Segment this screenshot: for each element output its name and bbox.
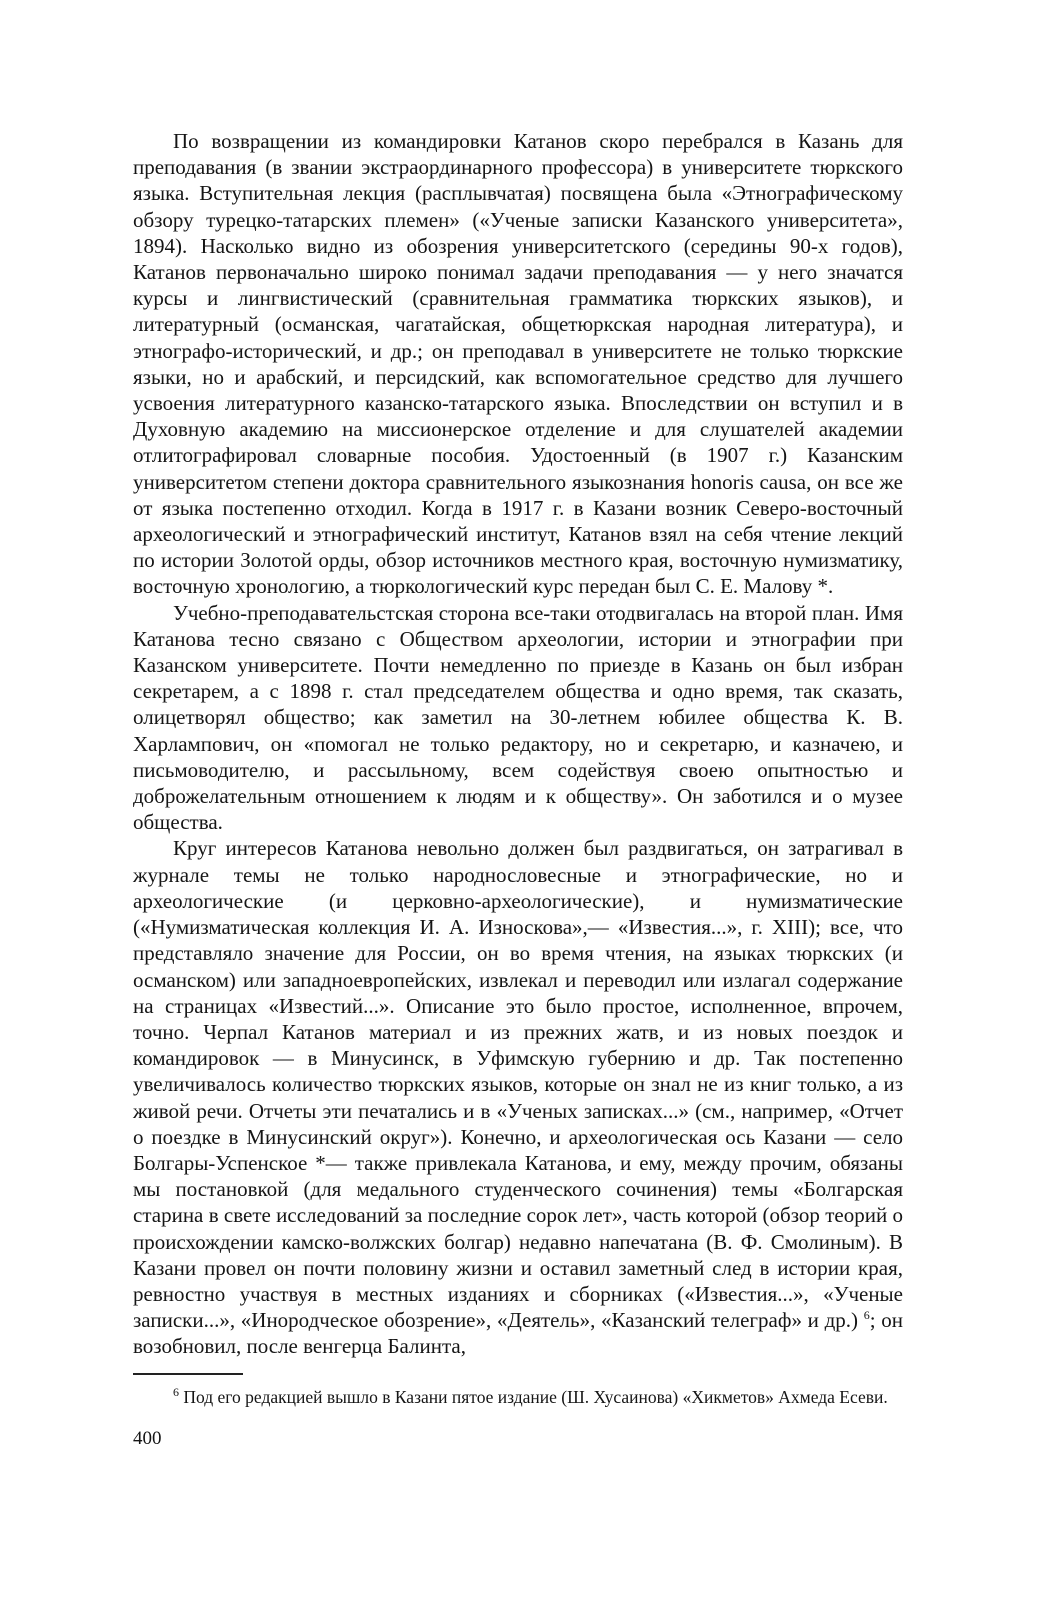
page (133, 128, 903, 1450)
footnote-text: Под его редакцией вышло в Казани пятое издание (Ш. Хусаинова) «Хикметов» Ахмеда Есеви. (183, 1386, 888, 1407)
paragraph-3 (133, 835, 903, 1359)
footnote-mark: 6 (173, 1384, 179, 1399)
footnote (133, 1386, 903, 1408)
page-number: 400 (133, 1427, 162, 1449)
paragraph-1: По возвращении из командировки Катанов скоро перебрался в Казань для преподавания (в звании экстраординарного профессора) в университете тюркского языка. Вступительная лекция (расплывчатая) посвящена была «Этнографическому обзору турецко-татарских племен» («Ученые записки Казанского университета», 1894). Насколько видно из обозрения университетского (середины 90-х годов), Катанов первоначально широко понимал задачи преподавания — у него значатся курсы и лингвистический (сравнительная грамматика тюркских языков), и литературный (османская, чагатайская, общетюркская народная литература), и этнографо-исторический, и др.; он преподавал в университете не только тюркские языки, но и арабский, и персидский, как вспомогательное средство для лучшего усвоения литературного казанско-татарского языка. Впоследствии он вступил и в Духовную академию на миссионерское отделение и для слушателей академии отлитографировал словарные пособия. Удостоенный (в 1907 г.) Казанским университетом степени доктора сравнительного языкознания honoris causa, он все же от языка постепенно отходил. Когда в 1917 г. в Казани возник Северо-восточный археологический и этнографический институт, Катанов взял на себя чтение лекций по истории Золотой орды, обзор источников местного края, восточную нумизматику, восточную хронологию, а тюркологический курс передан был С. Е. Малову *. (133, 129, 903, 599)
footnote-separator (133, 1373, 243, 1375)
paragraph-2: Учебно-преподавательстская сторона все-таки отодвигалась на второй план. Имя Катанова тесно связано с Обществом археологии, истории и этнографии при Казанском университете. Почти немедленно по приезде в Казань он был избран секретарем, а с 1898 г. стал председателем общества и одно время, так сказать, олицетворял общество; как заметил на 30-летнем юбилее общества К. В. Харлампович, он «помогал не только редактору, но и секретарю, и казначею, и письмоводителю, и рассыльному, всем содействуя своею опытностью и доброжелательным отношением к людям и к обществу». Он заботился и о музее общества. (133, 600, 903, 835)
paragraph-3-text-b: ; он возобновил, после венгерца Балинта, (133, 1308, 904, 1359)
paragraph-3-text-a: Круг интересов Катанова невольно должен был раздвигаться, он затрагивал в журнале темы не только народнословесные и этнографические, но и археологические (и церковно-археологические), и нумизматические («Нумизматическая коллекция И. А. Износкова»,— «Известия...», г. XIII); все, что представляло значение для России, он во время чтения, на языках тюркских (и османском) или западноевропейских, извлекал и переводил или излагал содержание на страницах «Известий...». Описание это было простое, исполненное, впрочем, точно. Черпал Катанов материал и из прежних жатв, и из новых поездок и командировок — в Минусинск, в Уфимскую губернию и др. Так постепенно увеличивалось количество тюркских языков, которые он знал не из книг только, а из живой речи. Отчеты эти печатались и в «Ученых записках...» (см., например, «Отчет о поездке в Минусинский округ»). Конечно, и археологическая ось Казани — село Болгары-Успенское *— также привлекала Катанова, и ему, между прочим, обязаны мы постановкой (для медального студенческого сочинения) темы «Болгарская старина в свете исследований за последние сорок лет», часть которой (обзор теорий о происхождении камско-волжских болгар) недавно напечатана (В. Ф. Смолиным). В Казани провел он почти половину жизни и оставил заметный след в истории края, ревностно участвуя в местных изданиях и сборниках («Известия...», «Ученые записки...», «Инородческое обозрение», «Деятель», «Казанский телеграф» и др.) (133, 836, 903, 1333)
footnote-reference: 6 (863, 1308, 870, 1323)
